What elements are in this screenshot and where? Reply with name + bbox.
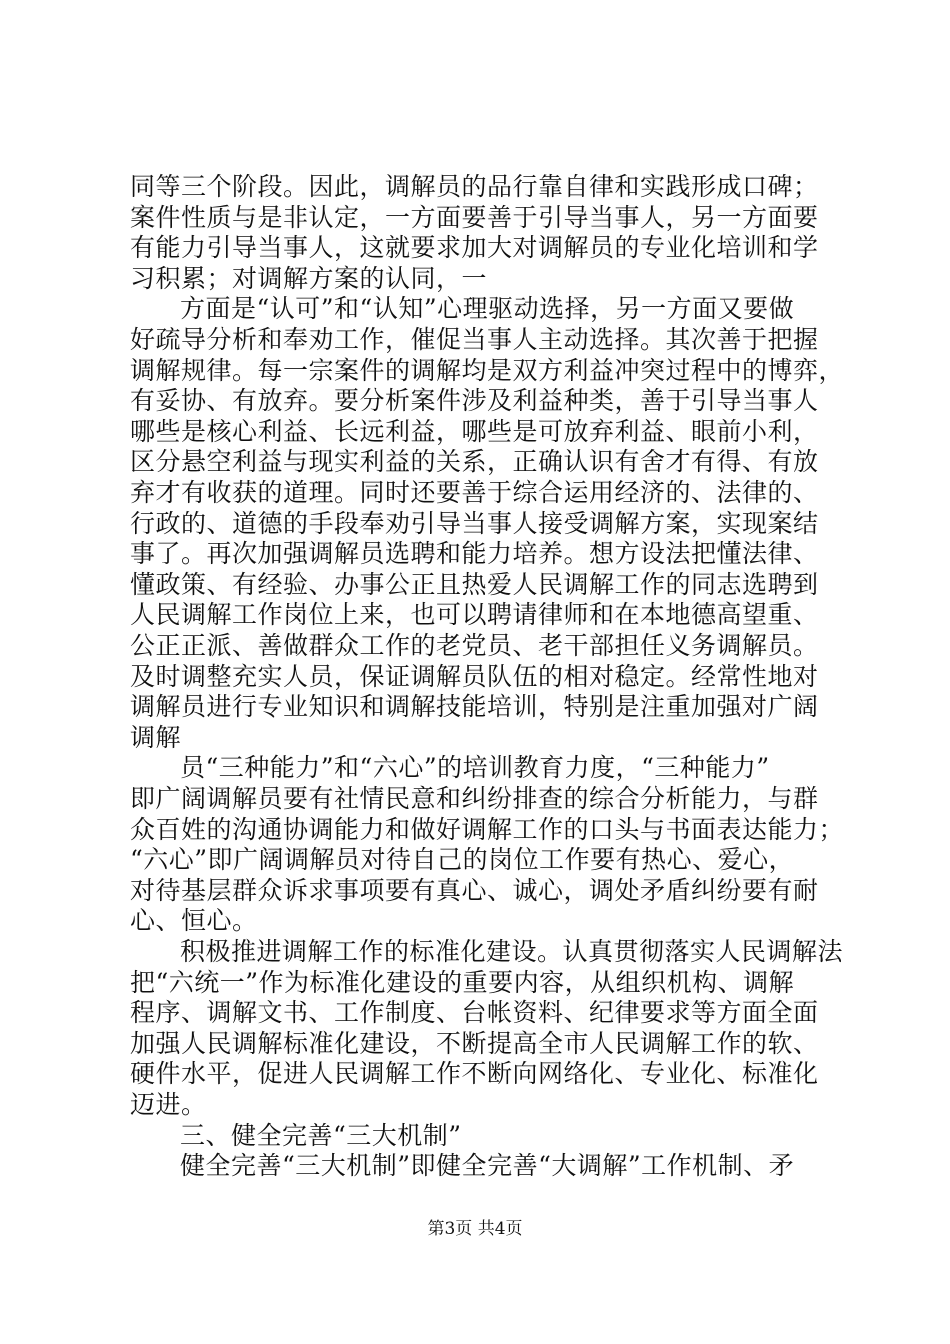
text-line: 迈进。: [130, 1090, 207, 1119]
text-line: 积极推进调解工作的标准化建设。认真贯彻落实人民调解法: [180, 937, 844, 966]
text-line: 硬件水平，促进人民调解工作不断向网络化、专业化、标准化: [130, 1059, 819, 1088]
text-line: 调解规律。每一宗案件的调解均是双方利益冲突过程中的博弈，: [130, 356, 845, 385]
text-line: “六心”即广阔调解员对待自己的岗位工作要有热心、爱心，: [130, 845, 795, 874]
text-line: 懂政策、有经验、办事公正且热爱人民调解工作的同志选聘到: [130, 570, 819, 599]
text-line: 三、健全完善“三大机制”: [180, 1121, 462, 1150]
text-line: 调解: [130, 723, 182, 752]
page-footer: 第3页 共4页: [427, 1219, 523, 1239]
text-line: 有妥协、有放弃。要分析案件涉及利益种类，善于引导当事人: [130, 386, 819, 415]
text-line: 有能力引导当事人，这就要求加大对调解员的专业化培训和学: [130, 233, 819, 262]
text-line: 众百姓的沟通协调能力和做好调解工作的口头与书面表达能力；: [130, 815, 845, 844]
text-line: 方面是“认可”和“认知”心理驱动选择，另一方面又要做: [180, 294, 795, 323]
text-line: 区分悬空利益与现实利益的关系，正确认识有舍才有得、有放: [130, 447, 819, 476]
text-line: 哪些是核心利益、长远利益，哪些是可放弃利益、眼前小利，: [130, 417, 819, 446]
text-line: 健全完善“三大机制”即健全完善“大调解”工作机制、矛: [180, 1151, 795, 1180]
text-line: 加强人民调解标准化建设，不断提高全市人民调解工作的软、: [130, 1029, 819, 1058]
text-line: 对待基层群众诉求事项要有真心、诚心，调处矛盾纠纷要有耐: [130, 876, 819, 905]
text-line: 事了。再次加强调解员选聘和能力培养。想方设法把懂法律、: [130, 539, 819, 568]
text-line: 调解员进行专业知识和调解技能培训，特别是注重加强对广阔: [130, 692, 819, 721]
text-line: 弃才有收获的道理。同时还要善于综合运用经济的、法律的、: [130, 478, 819, 507]
text-line: 即广阔调解员要有社情民意和纠纷排查的综合分析能力，与群: [130, 784, 819, 813]
text-line: 同等三个阶段。因此，调解员的品行靠自律和实践形成口碑；: [130, 172, 819, 201]
text-line: 好疏导分析和奉劝工作，催促当事人主动选择。其次善于把握: [130, 325, 819, 354]
text-line: 习积累；对调解方案的认同，一: [130, 264, 488, 293]
text-line: 公正正派、善做群众工作的老党员、老干部担任义务调解员。: [130, 631, 819, 660]
text-line: 员“三种能力”和“六心”的培训教育力度，“三种能力”: [180, 753, 770, 782]
text-line: 行政的、道德的手段奉劝引导当事人接受调解方案，实现案结: [130, 509, 819, 538]
text-line: 人民调解工作岗位上来，也可以聘请律师和在本地德高望重、: [130, 600, 819, 629]
text-line: 把“六统一”作为标准化建设的重要内容，从组织机构、调解: [130, 968, 795, 997]
text-line: 及时调整充实人员，保证调解员队伍的相对稳定。经常性地对: [130, 662, 819, 691]
text-line: 程序、调解文书、工作制度、台帐资料、纪律要求等方面全面: [130, 998, 819, 1027]
text-line: 心、恒心。: [130, 906, 258, 935]
text-line: 案件性质与是非认定，一方面要善于引导当事人，另一方面要: [130, 203, 819, 232]
